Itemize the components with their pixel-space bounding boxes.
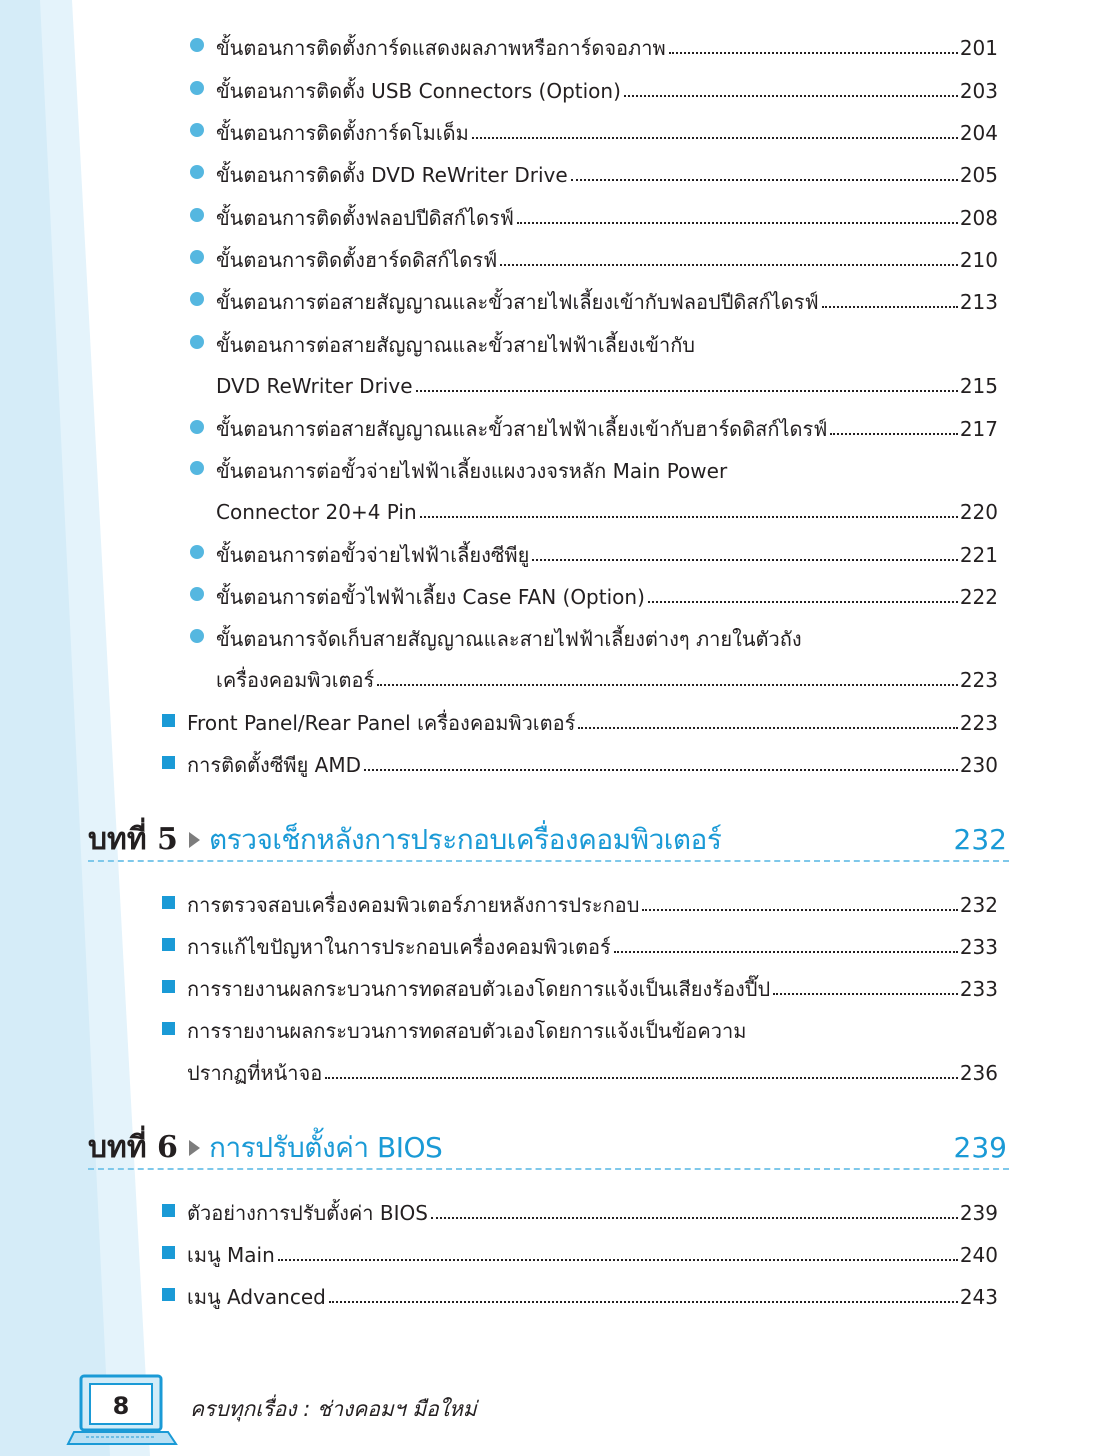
toc-entry-text: ขั้นตอนการติดตั้งการ์ดแสดงผลภาพหรือการ์ดจอภาพ: [216, 36, 666, 60]
bullet-square: [162, 1022, 175, 1035]
chapter-title: การปรับตั้งค่า BIOS: [209, 1131, 443, 1164]
bullet-dot: [190, 292, 204, 306]
toc-page-number: 243: [959, 1285, 998, 1309]
toc-page-number: 223: [959, 711, 998, 735]
toc-page-number: 222: [959, 585, 998, 609]
toc-entry-text: ขั้นตอนการต่อสายสัญญาณและขั้วสายไฟเลี้ยงเข้ากับฟลอปปีดิสก์ไดรฟ์: [216, 290, 819, 314]
bullet-dot: [190, 250, 204, 264]
toc-entry-text: ขั้นตอนการติดตั้งการ์ดโมเด็ม: [216, 121, 469, 145]
toc-entry-text: ขั้นตอนการต่อขั้วจ่ายไฟฟ้าเลี้ยงซีพียู: [216, 543, 530, 567]
dot-leader: [500, 264, 958, 266]
toc-entry[interactable]: [216, 535, 998, 569]
toc-page-number: 217: [959, 417, 998, 441]
toc-entry[interactable]: [216, 28, 998, 62]
toc-entry-text: Connector 20+4 Pin: [216, 500, 417, 524]
toc-entry-text: ตัวอย่างการปรับตั้งค่า BIOS: [187, 1201, 428, 1225]
toc-entry-text: ขั้นตอนการต่อขั้วไฟฟ้าเลี้ยง Case FAN (Option): [216, 585, 645, 609]
bullet-dot: [190, 38, 204, 52]
bullet-square: [162, 938, 175, 951]
toc-entry-text: เมนู Advanced: [187, 1285, 326, 1309]
toc-entry[interactable]: [187, 885, 998, 919]
dot-leader: [614, 951, 958, 953]
toc-page-number: 230: [959, 753, 998, 777]
dot-leader: [624, 95, 958, 97]
dot-leader: [377, 684, 958, 686]
bullet-dot: [190, 629, 204, 643]
toc-entry-text: การติดตั้งซีพียู AMD: [187, 753, 361, 777]
dot-leader: [364, 769, 958, 771]
bullet-square: [162, 1246, 175, 1259]
toc-page-number: 205: [959, 163, 998, 187]
toc-entry[interactable]: [216, 71, 998, 105]
toc-page-number: 208: [959, 206, 998, 230]
toc-page-number: 223: [959, 668, 998, 692]
toc-entry-text: ขั้นตอนการติดตั้งฮาร์ดดิสก์ไดรฟ์: [216, 248, 498, 272]
toc-entry[interactable]: [187, 1235, 998, 1269]
toc-entry-text: เครื่องคอมพิวเตอร์: [216, 668, 375, 692]
toc-entry[interactable]: [187, 703, 998, 737]
toc-page-number: 239: [959, 1201, 998, 1225]
bullet-dot: [190, 420, 204, 434]
chapter-page-number: 232: [953, 823, 1007, 856]
dot-leader: [642, 909, 957, 911]
toc-entry[interactable]: [187, 927, 998, 961]
toc-entry[interactable]: [216, 198, 998, 232]
toc-entry-text: การตรวจสอบเครื่องคอมพิวเตอร์ภายหลังการประกอบ: [187, 893, 640, 917]
chapter-label: บทที่ 5: [88, 822, 178, 857]
toc-page-number: 213: [959, 290, 998, 314]
footer-book-title: ครบทุกเรื่อง : ช่างคอมฯ มือใหม่: [190, 1397, 477, 1421]
dot-leader: [648, 601, 958, 603]
bullet-dot: [190, 81, 204, 95]
toc-entry[interactable]: [216, 409, 998, 443]
chapter-arrow-icon: [189, 1140, 200, 1156]
toc-entry-text: ปรากฏที่หน้าจอ: [187, 1061, 323, 1085]
toc-entry-line1[interactable]: [216, 619, 802, 653]
footer-page-number: 8: [112, 1392, 130, 1420]
toc-page-number: 233: [959, 977, 998, 1001]
toc-page-number: 236: [959, 1061, 998, 1085]
toc-entry[interactable]: [187, 1053, 998, 1087]
toc-entry-text: ขั้นตอนการติดตั้ง DVD ReWriter Drive: [216, 163, 568, 187]
toc-page-number: 232: [959, 893, 998, 917]
chapter-5-heading[interactable]: [88, 816, 1009, 862]
toc-entry[interactable]: [216, 113, 998, 147]
bullet-dot: [190, 208, 204, 222]
dot-leader: [571, 179, 958, 181]
toc-entry[interactable]: [216, 660, 998, 694]
bullet-square: [162, 896, 175, 909]
toc-page-number: 220: [959, 500, 998, 524]
chapter-title: ตรวจเช็กหลังการประกอบเครื่องคอมพิวเตอร์: [209, 823, 722, 856]
bullet-dot: [190, 123, 204, 137]
toc-page-number: 215: [959, 374, 998, 398]
dot-leader: [420, 516, 958, 518]
toc-page-number: 233: [959, 935, 998, 959]
bullet-square: [162, 980, 175, 993]
toc-entry-text: ขั้นตอนการต่อขั้วจ่ายไฟฟ้าเลี้ยงแผงวงจรหลัก Main Power: [216, 459, 728, 483]
toc-page-number: 204: [959, 121, 998, 145]
toc-entry[interactable]: [216, 240, 998, 274]
dot-leader: [517, 222, 958, 224]
toc-entry[interactable]: [187, 969, 998, 1003]
toc-page-number: 201: [959, 36, 998, 60]
dot-leader: [578, 727, 957, 729]
bullet-dot: [190, 335, 204, 349]
toc-entry-text: Front Panel/Rear Panel เครื่องคอมพิวเตอร์: [187, 711, 576, 735]
toc-entry-text: ขั้นตอนการจัดเก็บสายสัญญาณและสายไฟฟ้าเลี้ยงต่างๆ ภายในตัวถัง: [216, 627, 802, 651]
toc-entry-text: การแก้ไขปัญหาในการประกอบเครื่องคอมพิวเตอร์: [187, 935, 611, 959]
toc-entry-text: ขั้นตอนการต่อสายสัญญาณและขั้วสายไฟฟ้าเลี้ยงเข้ากับ: [216, 333, 696, 357]
dot-leader: [416, 390, 958, 392]
bullet-square: [162, 1204, 175, 1217]
bullet-square: [162, 756, 175, 769]
toc-entry[interactable]: [216, 282, 998, 316]
toc-entry[interactable]: [216, 155, 998, 189]
bullet-dot: [190, 461, 204, 475]
toc-page-number: 240: [959, 1243, 998, 1267]
toc-page-number: 210: [959, 248, 998, 272]
toc-entry-text: เมนู Main: [187, 1243, 275, 1267]
chapter-6-heading[interactable]: [88, 1124, 1009, 1170]
toc-entry[interactable]: [216, 366, 998, 400]
dot-leader: [822, 306, 958, 308]
chapter-page-number: 239: [953, 1131, 1007, 1164]
bullet-square: [162, 714, 175, 727]
toc-entry-text: การรายงานผลกระบวนการทดสอบตัวเองโดยการแจ้งเป็นเสียงร้องปี๊ป: [187, 977, 771, 1001]
dot-leader: [472, 137, 958, 139]
toc-page-number: 221: [959, 543, 998, 567]
dot-leader: [329, 1301, 958, 1303]
dot-leader: [532, 559, 957, 561]
toc-entry-text: ขั้นตอนการต่อสายสัญญาณและขั้วสายไฟฟ้าเลี้ยงเข้ากับฮาร์ดดิสก์ไดรฟ์: [216, 417, 828, 441]
toc-entry[interactable]: [216, 492, 998, 526]
toc-entry[interactable]: [187, 1193, 998, 1227]
toc-entry-text: ขั้นตอนการติดตั้งฟลอปปีดิสก์ไดรฟ์: [216, 206, 514, 230]
toc-entry-text: ขั้นตอนการติดตั้ง USB Connectors (Option): [216, 79, 621, 103]
dot-leader: [830, 433, 957, 435]
bullet-dot: [190, 545, 204, 559]
toc-entry[interactable]: [216, 577, 998, 611]
bullet-dot: [190, 587, 204, 601]
toc-entry-text: การรายงานผลกระบวนการทดสอบตัวเองโดยการแจ้งเป็นข้อความ: [187, 1019, 747, 1043]
chapter-label: บทที่ 6: [88, 1130, 178, 1165]
toc-entry-line1[interactable]: [216, 325, 695, 359]
chapter-arrow-icon: [189, 832, 200, 848]
dot-leader: [278, 1259, 958, 1261]
bullet-dot: [190, 165, 204, 179]
dot-leader: [773, 993, 958, 995]
toc-entry-line1[interactable]: [216, 451, 727, 485]
toc-entry[interactable]: [187, 745, 998, 779]
dot-leader: [431, 1217, 958, 1219]
toc-entry-text: DVD ReWriter Drive: [216, 374, 413, 398]
dot-leader: [325, 1077, 958, 1079]
dot-leader: [669, 52, 958, 54]
toc-entry[interactable]: [187, 1277, 998, 1311]
toc-page-number: 203: [959, 79, 998, 103]
toc-entry-line1[interactable]: [187, 1011, 746, 1045]
bullet-square: [162, 1288, 175, 1301]
